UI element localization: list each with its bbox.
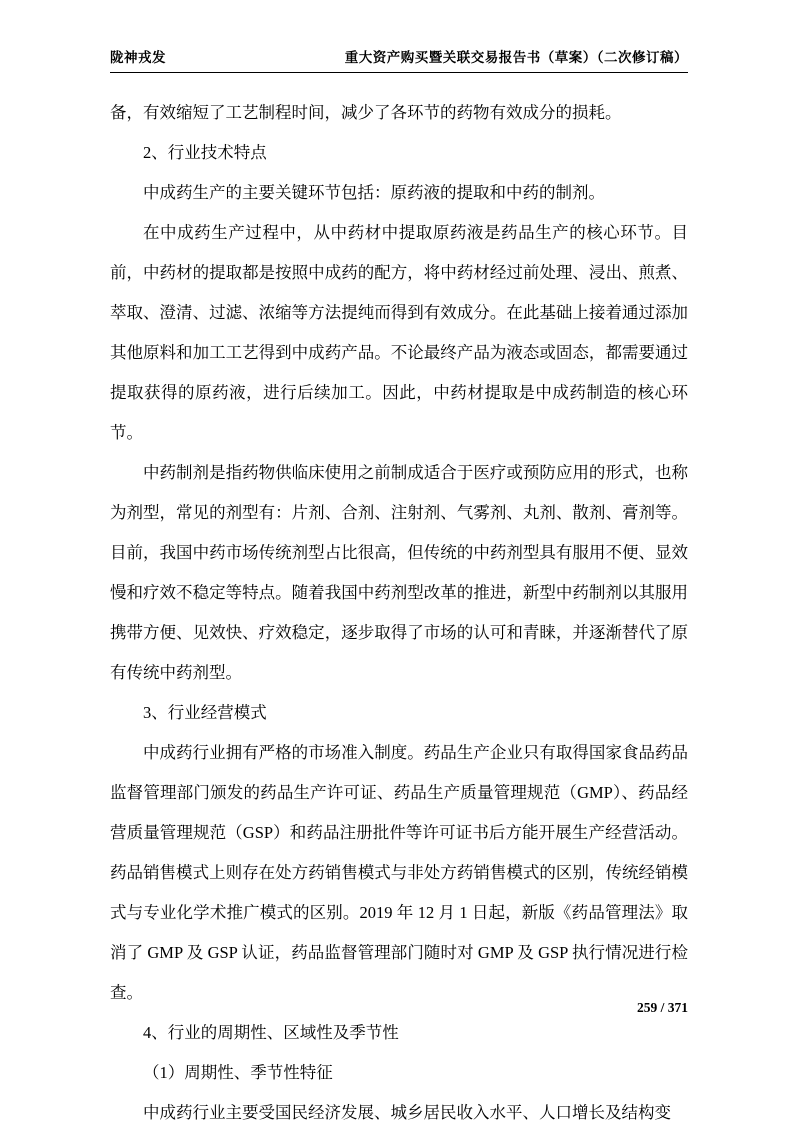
header-company-name: 陇神戎发 (110, 50, 166, 65)
page-number: 259 / 371 (636, 1000, 688, 1015)
header-divider (110, 72, 688, 73)
paragraph-heading-2: 2、行业技术特点 (143, 143, 267, 162)
paragraph: 备，有效缩短了工艺制程时间，减少了各环节的药物有效成分的损耗。 (110, 103, 622, 122)
paragraph: 中成药生产的主要关键环节包括：原药液的提取和中药的制剂。 (143, 183, 605, 202)
paragraph: 在中成药生产过程中，从中药材中提取原药液是药品生产的核心环节。目前，中药材的提取都是按照中成药的配方，将中药材经过前处理、浸出、煎煮、萃取、澄清、过滤、浓缩等方法提纯而得到有效成分。在此基础上接着通过添加其他原料和加工工艺得到中成药产品。不论最终产品为液态或固态，都需要通过提取获得的原药液，进行后续加工。因此，中药材提取是中成药制造的核心环节。 (110, 223, 688, 442)
page-content (110, 46, 688, 1122)
paragraph-heading-3: 3、行业经营模式 (143, 703, 267, 722)
document-body (110, 93, 688, 1122)
paragraph-subheading-1: （1）周期性、季节性特征 (143, 1063, 333, 1082)
paragraph: 中成药行业拥有严格的市场准入制度。药品生产企业只有取得国家食品药品监督管理部门颁发的药品生产许可证、药品生产质量管理规范（GMP）、药品经营质量管理规范（GSP）和药品注册批件等许可证书后方能开展生产经营活动。药品销售模式上则存在处方药销售模式与非处方药销售模式的区别，传统经销模式与专业化学术推广模式的区别。2019 年 12 月 1 日起，新版《药品管理法》取消了 GMP 及 GSP 认证，药品监督管理部门随时对 GMP 及 GSP 执行情况进行检查。 (110, 743, 688, 1002)
paragraph: 中药制剂是指药物供临床使用之前制成适合于医疗或预防应用的形式，也称为剂型，常见的剂型有：片剂、合剂、注射剂、气雾剂、丸剂、散剂、膏剂等。目前，我国中药市场传统剂型占比很高，但传统的中药剂型具有服用不便、显效慢和疗效不稳定等特点。随着我国中药剂型改革的推进，新型中药制剂以其服用携带方便、见效快、疗效稳定，逐步取得了市场的认可和青睐，并逐渐替代了原有传统中药剂型。 (110, 463, 688, 682)
paragraph-heading-4: 4、行业的周期性、区域性及季节性 (143, 1023, 399, 1042)
paragraph: 中成药行业主要受国民经济发展、城乡居民收入水平、人口增长及结构变 (143, 1103, 671, 1122)
header-document-title: 重大资产购买暨关联交易报告书（草案）（二次修订稿） (344, 50, 688, 65)
page-header (110, 46, 688, 66)
page-footer (110, 1000, 688, 1016)
